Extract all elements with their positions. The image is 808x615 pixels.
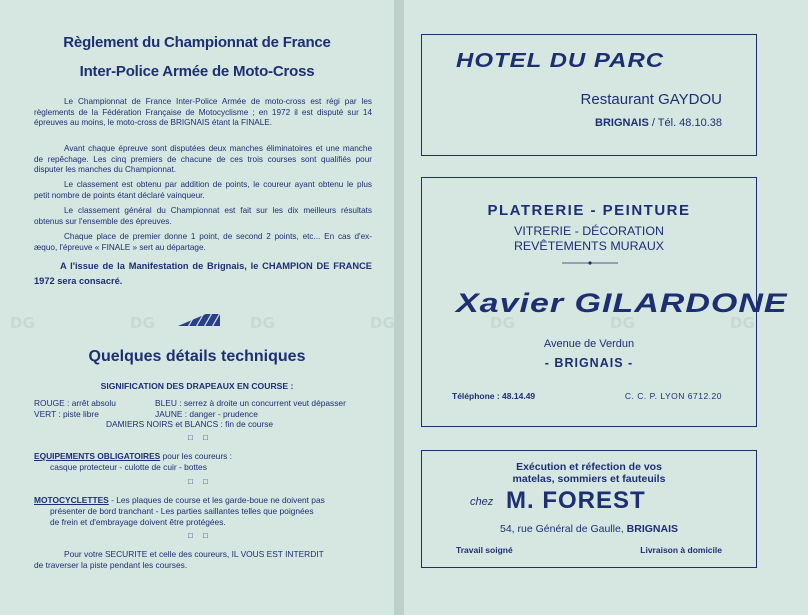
hotel-town-phone — [595, 117, 722, 129]
ornament-icon — [562, 261, 618, 265]
watermark-text-7: DG — [730, 314, 755, 332]
ad-platrerie-gilardone — [421, 177, 788, 427]
forest-right-footer: Livraison à domicile — [640, 545, 722, 555]
rules-paragraph-3: Le classement est obtenu par addition de points, le coureur ayant obtenu le plus petit nombre de points étant déclaré vainqueur. — [34, 180, 372, 200]
forest-name: M. FOREST — [506, 487, 646, 514]
details-title: Quelques détails techniques — [88, 348, 306, 365]
equipements-label: EQUIPEMENTS OBLIGATOIRES — [34, 451, 161, 461]
gilardone-address: Avenue de Verdun — [543, 338, 635, 350]
ad-forest — [421, 450, 757, 568]
rules-paragraph-5: Chaque place de premier donne 1 point, de second 2 points, etc... En cas d'ex-æquo, l'épreuve « FINALE » sert au départage. — [34, 232, 372, 252]
watermark-text-3: DG — [250, 314, 275, 332]
flag-damiers: DAMIERS NOIRS et BLANCS : fin de course — [106, 419, 274, 429]
gilardone-town: - BRIGNAIS - — [544, 356, 634, 370]
watermark-text-2: DG — [130, 314, 155, 332]
flag-vert: VERT : piste libre — [34, 409, 99, 419]
rules-paragraph-4: Le classement général du Championnat est fait sur les dix meilleurs résultats obtenus sur l'ensemble des épreuves. — [34, 206, 372, 226]
watermark-text-5: DG — [490, 314, 515, 332]
separator-1: □ □ — [188, 433, 212, 442]
gilardone-ccp: C. C. P. LYON 6712.20 — [624, 391, 722, 401]
hotel-phone: / Tél. 48.10.38 — [648, 117, 722, 129]
forest-town: BRIGNAIS — [626, 523, 678, 535]
hotel-name: HOTEL DU PARC — [456, 49, 665, 72]
rules-paragraph-2: Avant chaque épreuve sont disputées deux manches éliminatoires et une manche de repêchage. Les cinq premiers de chacune de ces trois courses sont qualifiés pour disputer les manches du Championnat. — [34, 144, 372, 175]
equipements-text1: pour les coureurs : — [160, 451, 232, 461]
watermark-text-6: DG — [610, 314, 635, 332]
flags-heading: SIGNIFICATION DES DRAPEAUX EN COURSE : — [100, 381, 294, 391]
moto-text1: - Les plaques de course et les garde-boue ne doivent pas — [108, 495, 325, 505]
ad-hotel-du-parc — [421, 34, 757, 156]
platrerie-line1: VITRERIE - DÉCORATION — [514, 224, 664, 238]
flag-logo-icon — [176, 311, 222, 327]
securite-line2: de traverser la piste pendant les courses. — [34, 560, 188, 570]
equipements-line2: casque protecteur - culotte de cuir - bottes — [50, 462, 207, 472]
forest-line1: Exécution et réfection de vos — [516, 461, 662, 473]
equipements-line1 — [34, 451, 232, 461]
flag-jaune: JAUNE : danger - prudence — [155, 409, 258, 419]
flag-bleu: BLEU : serrez à droite un concurrent veut dépasser — [155, 398, 346, 408]
rules-title-line2: Inter-Police Armée de Moto-Cross — [79, 63, 315, 80]
rules-title-line1: Règlement du Championnat de France — [63, 34, 331, 51]
watermark-text-1: DG — [10, 314, 35, 332]
separator-3: □ □ — [188, 531, 212, 540]
page-fold — [394, 0, 404, 615]
forest-address — [422, 523, 756, 535]
forest-chez: chez — [470, 496, 494, 508]
hotel-town: BRIGNAIS — [595, 117, 649, 129]
gilardone-surname: GILARDONE — [574, 288, 788, 319]
forest-line2: matelas, sommiers et fauteuils — [512, 473, 666, 485]
platrerie-line2: REVÊTEMENTS MURAUX — [513, 239, 665, 253]
gilardone-name — [456, 288, 788, 319]
rules-conclusion: A l'issue de la Manifestation de Brignais, le CHAMPION DE FRANCE 1972 sera consacré. — [34, 261, 372, 286]
moto-line1 — [34, 495, 325, 505]
platrerie-title: PLATRERIE - PEINTURE — [487, 202, 691, 219]
rules-paragraph-1: Le Championnat de France Inter-Police Armée de moto-cross est régi par les règlements de la Fédération Française de Motocyclisme ; en 1972 il est disputé sur 14 épreuves au moins, le moto-cross de BRIGNAIS étant la FINALE. — [34, 97, 372, 128]
gilardone-telephone: Téléphone : 48.14.49 — [452, 391, 536, 401]
flag-rouge: ROUGE : arrêt absolu — [34, 398, 116, 408]
forest-left-footer: Travail soigné — [456, 545, 513, 555]
restaurant-name: Restaurant GAYDOU — [580, 91, 722, 108]
moto-line3: de frein et d'embrayage doivent être protégées. — [50, 517, 226, 527]
gilardone-prefix: Xavier — [456, 288, 565, 319]
watermark-text-4: DG — [370, 314, 395, 332]
forest-street: 54, rue Général de Gaulle, — [499, 523, 627, 535]
left-page — [0, 0, 394, 615]
securite-line1: Pour votre SECURITE et celle des coureurs, IL VOUS EST INTERDIT — [64, 549, 324, 559]
moto-line2: présenter de bord tranchant - Les parties saillantes telles que poignées — [50, 506, 314, 516]
moto-label: MOTOCYCLETTES — [34, 495, 109, 505]
separator-2: □ □ — [188, 477, 212, 486]
